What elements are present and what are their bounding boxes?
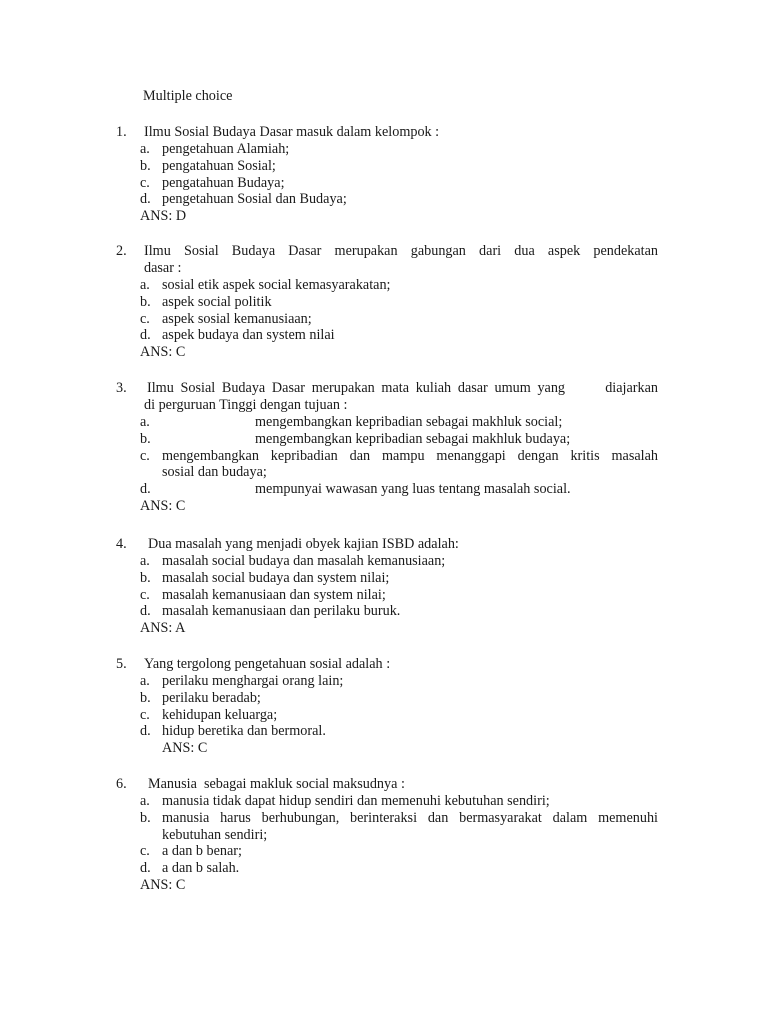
question-number: 4. xyxy=(116,536,127,552)
question-5 xyxy=(116,656,658,757)
option-text: manusia harus berhubungan, berinteraksi dan bermasyarakat dalam memenuhi xyxy=(162,809,658,826)
option-b xyxy=(116,294,658,311)
option-letter: a. xyxy=(140,673,150,689)
option-letter: a. xyxy=(140,141,150,157)
option-a xyxy=(116,414,658,431)
option-letter: a. xyxy=(140,793,150,809)
question-1 xyxy=(116,124,658,225)
question-4 xyxy=(116,536,658,637)
question-6 xyxy=(116,776,658,894)
question-3 xyxy=(116,380,658,515)
option-d xyxy=(116,603,658,620)
question-text: Ilmu Sosial Budaya Dasar merupakan mata kuliah dasar umum yang diajarkan xyxy=(147,380,658,396)
option-text-continued: sosial dan budaya; xyxy=(162,464,267,481)
option-a xyxy=(116,277,658,294)
option-letter: a. xyxy=(140,553,150,569)
option-text: masalah kemanusiaan dan system nilai; xyxy=(162,586,386,603)
option-letter: b. xyxy=(140,569,151,586)
option-d xyxy=(116,327,658,344)
option-d xyxy=(116,191,658,208)
option-text-continued: kebutuhan sendiri; xyxy=(162,826,268,843)
option-text: mengembangkan kepribadian dan mampu menanggapi dengan kritis masalah xyxy=(162,447,658,464)
question-number: 1. xyxy=(116,124,127,140)
option-a xyxy=(116,141,658,158)
option-text: pengetahuan Alamiah; xyxy=(162,141,290,157)
question-text: Ilmu Sosial Budaya Dasar masuk dalam kelompok : xyxy=(144,124,440,140)
option-text: sosial etik aspek social kemasyarakatan; xyxy=(162,277,391,293)
option-text: kehidupan keluarga; xyxy=(162,706,278,723)
option-letter: a. xyxy=(140,414,150,430)
option-d xyxy=(116,481,658,498)
option-c xyxy=(116,448,658,465)
option-c xyxy=(116,311,658,328)
option-c xyxy=(116,843,658,860)
option-letter: c. xyxy=(140,447,150,464)
question-text-continued: di perguruan Tinggi dengan tujuan : xyxy=(144,397,348,413)
answer-key: ANS: D xyxy=(140,208,187,225)
option-c xyxy=(116,175,658,192)
option-b xyxy=(116,690,658,707)
option-letter: c. xyxy=(140,586,150,603)
option-text: aspek social politik xyxy=(162,293,272,310)
option-letter: b. xyxy=(140,293,151,310)
option-letter: c. xyxy=(140,174,150,191)
page-title: Multiple choice xyxy=(143,88,233,104)
option-text: masalah social budaya dan system nilai; xyxy=(162,569,390,586)
option-d xyxy=(116,723,658,740)
question-text: Dua masalah yang menjadi obyek kajian ISBD adalah: xyxy=(148,536,459,552)
question-text: Ilmu Sosial Budaya Dasar merupakan gabungan dari dua aspek pendekatan xyxy=(144,243,658,259)
option-text: mengembangkan kepribadian sebagai makhluk social; xyxy=(255,414,563,430)
answer-key: ANS: C xyxy=(140,344,186,361)
question-number: 6. xyxy=(116,776,127,792)
option-letter: c. xyxy=(140,310,150,327)
option-letter: d. xyxy=(140,860,151,877)
option-b xyxy=(116,570,658,587)
option-b xyxy=(116,158,658,175)
answer-key: ANS: C xyxy=(140,876,186,893)
option-text: masalah social budaya dan masalah kemanusiaan; xyxy=(162,553,446,569)
question-number: 2. xyxy=(116,243,127,259)
option-letter: d. xyxy=(140,191,151,208)
option-text: perilaku menghargai orang lain; xyxy=(162,673,344,689)
question-text: Yang tergolong pengetahuan sosial adalah : xyxy=(144,656,391,672)
option-b xyxy=(116,431,658,448)
answer-key: ANS: C xyxy=(140,497,186,514)
option-letter: c. xyxy=(140,706,150,723)
option-d xyxy=(116,860,658,877)
option-text: mengembangkan kepribadian sebagai makhluk budaya; xyxy=(255,430,571,447)
option-text: masalah kemanusiaan dan perilaku buruk. xyxy=(162,603,401,620)
option-text: aspek sosial kemanusiaan; xyxy=(162,310,312,327)
option-text: aspek budaya dan system nilai xyxy=(162,327,335,344)
option-b-continued xyxy=(116,827,658,844)
question-text-continued: dasar : xyxy=(144,260,182,276)
option-a xyxy=(116,553,658,570)
question-text: Manusia sebagai makluk social maksudnya : xyxy=(148,776,405,792)
option-letter: c. xyxy=(140,843,150,860)
option-text: pengetahuan Sosial dan Budaya; xyxy=(162,191,347,208)
option-c xyxy=(116,707,658,724)
option-letter: b. xyxy=(140,430,151,447)
option-letter: b. xyxy=(140,809,151,826)
question-2 xyxy=(116,243,658,361)
answer-key: ANS: C xyxy=(162,740,208,757)
option-letter: d. xyxy=(140,603,151,620)
question-number: 3. xyxy=(116,380,127,396)
option-c xyxy=(116,587,658,604)
option-letter: d. xyxy=(140,327,151,344)
option-letter: d. xyxy=(140,723,151,740)
option-letter: d. xyxy=(140,481,151,498)
option-text: mempunyai wawasan yang luas tentang masalah social. xyxy=(255,481,571,498)
option-a xyxy=(116,793,658,810)
answer-key: ANS: A xyxy=(140,620,186,637)
option-text: manusia tidak dapat hidup sendiri dan memenuhi kebutuhan sendiri; xyxy=(162,793,550,809)
option-letter: b. xyxy=(140,157,151,174)
option-text: pengatahuan Budaya; xyxy=(162,174,285,191)
option-text: pengatahuan Sosial; xyxy=(162,157,276,174)
option-text: hidup beretika dan bermoral. xyxy=(162,723,326,740)
option-letter: a. xyxy=(140,277,150,293)
option-text: perilaku beradab; xyxy=(162,689,261,706)
option-c-continued xyxy=(116,464,658,481)
option-letter: b. xyxy=(140,689,151,706)
option-text: a dan b benar; xyxy=(162,843,242,860)
option-text: a dan b salah. xyxy=(162,860,240,877)
question-number: 5. xyxy=(116,656,127,672)
option-a xyxy=(116,673,658,690)
option-b xyxy=(116,810,658,827)
